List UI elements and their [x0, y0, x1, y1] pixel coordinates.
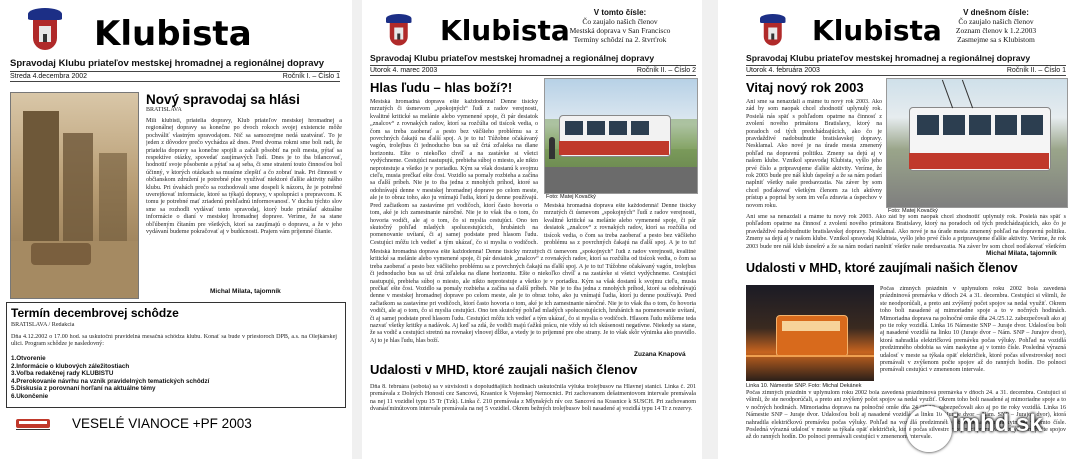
photo-credit: Foto: Matej Kovačký — [546, 194, 596, 200]
tram-icon — [16, 417, 50, 431]
bus-photo — [544, 78, 698, 194]
historic-building-photo — [10, 92, 139, 299]
agenda-item: 4.Prerokovanie návrhu na vznik pravidelných tematických schôdzí — [11, 377, 210, 385]
teaser-line: Termíny schôdzí na 2. štvrťrok — [573, 35, 667, 44]
masthead-title: Klubista — [440, 14, 570, 47]
meeting-box — [6, 302, 346, 408]
bratislava-crest-icon — [760, 14, 786, 50]
issue-date: Streda 4.decembra 2002 — [10, 73, 88, 80]
watermark-text: imhd.sk — [952, 410, 1043, 437]
teaser-line: Čo zaujalo našich členov — [958, 17, 1034, 26]
article-signature: Michal Milata, tajomník — [210, 288, 281, 295]
events-title: Udalosti v MHD, ktoré zaujímali našich členov — [746, 261, 1018, 275]
meeting-location: BRATISLAVA / Redakcia — [11, 322, 75, 328]
dateline — [370, 65, 696, 76]
newsletter-page-2 — [362, 0, 702, 459]
masthead-title: Klubista — [94, 14, 252, 54]
bratislava-crest-icon — [28, 8, 62, 56]
trolleybus-photo — [886, 78, 1068, 208]
masthead-subtitle: Spravodaj Klubu priateľov mestskej hromadnej a regionálnej dopravy — [746, 53, 1031, 63]
issue-date: Utorok 4. februára 2003 — [746, 67, 820, 74]
imhd-logo-icon — [906, 406, 952, 452]
events-body: Počas zimných prázdnin v uplynulom roku 2002 bola zavedená prázdninová premávka v dňoch 24. a 31. decembra. Cestujúci si všimli, že ste neodporúčali, a preto ani zvýšený počet spojov sa nedal využiť. Okrem toho boli nasadené aj mimoriadne spoje a to v nočných hodinách. Mimoriadna doprava na polnočné omše dňa 24./25.12. zabezpečovali ako aj po tie roky vozidlá. Linka 16 Námestie SNP – Juraje dvor. Udalosťou boli aj nasadené vozidlá na linku 10 (Juraje dvor – Nám. SNP – Jurajov dvor), ktorá nahradila električkovú premávku počas výluky. Pohľad na vozidlá predzimného obdobia sa vám naskytne aj v tomto čísle. Posledná výrazná udalosť v meste sa týkala opäť električiek, ktoré počas silvestrovskej noci premávali v zvýšenom počte spojov až do ranných hodín. Do polnoci premávali cestujúci v zmenenom intervale. — [880, 286, 1066, 374]
page-gap — [702, 0, 718, 459]
agenda-item: 3.Voľba redakčnej rady KLUBISTU — [11, 370, 114, 378]
events-title: Udalosti v MHD, ktoré zaujali našich členov — [370, 362, 638, 377]
article-body: Milí klubisti, priatelia dopravy, Klub priateľov mestskej hromadnej a regionálnej dopravy sa konečne po dvoch rokoch svojej existencie môže pochváliť vlastným spravodajom. Nič sa samozrejme nedá uzatvárať. To je jeden z dôvodov prečo vychádza až dnes. Pred dvoma rokmi sme boli radi, že priatelia dopravy sa konečne spojili a začali pôsobiť na poli mesta, pýtať sa respektíve otázky, spovedať zaujímavých ľudí. Dnes je to iba bilancovať, hodnotiť svoje pôsobenie a pýtať sa aj seba, či sme stratení touto činnosťou bol účinný, v ktorých otázkach sa musíme zlepšiť a čo zobrať inak. Pri činnosti v občianskom združení je potrebné plne využívať niektoré ďalšie aktivity nášho klubu. Pri úvahách prečo sa rozhodovali sme dospeli k názoru, že je potrebné uverejňovať informácie, ktoré sa týkajú dopravy, v spolupráci s prepravcom. K tomu je potrebné mať zriadenú prehľadnú informovanosť. V duchu týchto slov sme sa rozhodli vydávať tento spravodaj, ktorý bude prinášať aktuálne informácie o dianí v mestskej hromadnej doprave. Veríme, že sa stane obľúbeným čítaním pre všetkých, ktorí sa zaujímajú o dopravu, a že v jeho vydávaní budeme pokračovať aj v budúcnosti. Prajem vám príjemné čítanie. — [146, 118, 342, 236]
article-body: Ani sme sa nenazdali a máme tu nový rok 2003. Ako zád by som naopak chcel zhodnotiť uplynulý rok. Posielá nás späť s pohľadom opatrne na činnosť z zvolení nového primátora Bratislavy, ktorý na poradoch od tých predchádzajúcich, ako čo je pravdaždivé nadobudnutie bratislavskej dopravy. Nesklamal. Ako nové je na úrade mesta zmenený pohľad na dopravnú politiku. Zmeny sa dejú aj v našom klube. Vznikol spravodaj Klubista, vyšlo jeho prvé číslo a pripravujeme ďalšie aktivity. Veríme, že rok 2003 bude pre náš klub úspešný a že sa nám podarí naplniť všetky naše predsavzatia. Na záver by som chcel poďakovať všetkým členom za ich aktívny prístup a poprial by som im veľa zdravia a úspechov v novom roku. — [746, 99, 882, 209]
issue-number: Ročník II. – Číslo 1 — [1006, 67, 1066, 74]
article-signature: Zuzana Knapová — [634, 351, 686, 358]
issue-teaser — [926, 8, 1066, 44]
article-title: Nový spravodaj sa hlási — [146, 92, 300, 107]
events-body: Dňa 8. februára (sobota) sa v súvislosti s dopoludňajších hodinách uskutočnila výluka trolejbusov na Hlavnej stanici. Linka č. 201 premávala z Dolných Hoností cez Sancovú, Krasnice k Vojenskej Nemocnici. Pri zachovanom dešatmentovom intervale premávala na nej 11 vozidiel typu 15 Tr (Tzk). Linka č. 210 premávala z Mlynských nív cez Sancovú na Krasnice k SUSCH. Pri zachovanom dvanásťminútovom intervale premávala na nej 5 vozidiel. Okrem bežných trolejbusov boli nasadené aj vozidlá typu 14 Tr z rezervy. — [370, 384, 696, 413]
issue-teaser — [544, 8, 696, 44]
christmas-greeting: VESELÉ VIANOCE +PF 2003 — [72, 416, 252, 431]
article-body: Mestská hromadná doprava ešte každodenná! Denne tisícky mrzutých či úsmevom „spokojných“ ľudí z radov verejnosti, kvalitné kritické sa melánie alebo vymenené spoje, či pár desiatok „znalcov“ z rovnakých radov, ktorí sa rozčúlia od tisícok vedia, o čom sa treba zaoberať a pesto bez väčšieho problému sa z povrchných čakajú na ďalší spoj. A je to tu! Túžobne očakávaný vagón, trolejbus či jednoducho bus sa už črtá zďaleka na dlane horizontu. Ešte o niekoľko chvíľ a na zastávke si všetci vydýchneme. Cestujúci nastupujú, prebieha súboj o miesto, ale nikto neprotestuje a všetko je v poriadku. Kým sa však dostanú k svojmu cieľu, musia prečkať ešte čosi. Vozidlo sa pomaly rozbieha a začína sa ďalší príbeh. Nie je to iba jedna z mnohých príhod, ktoré sa odohrávajú denne v mestskej hromadnej doprave po celom meste, ale je to obraz toho, ako ju vnímajú ľudia, ktorí ju denne používajú. Pred začiatkom sa zastavíme pri vodičoch, ktorí často hovoria o tom, aké je ich zamestnanie náročné. Nie je to však iba o tom, čo hovoria vodiči, ale aj o tom, čo si myslia cestujúci. Ono ten skutočný pohľad mladých spolucestujúcich, hrubánich na pomenovanie uvítaní, či aj samej podstate pred hlasom ľudu. Cestujúci môžu ich vedieť a tým ukázať, čo si myslia o vodičoch. — [370, 99, 538, 246]
article-location: BRATISLAVA — [146, 107, 182, 113]
dateline — [10, 71, 340, 82]
meeting-agenda — [11, 355, 341, 401]
article-signature: Michal Milata, tajomník — [986, 250, 1057, 257]
article-body-continued: Mestská hromadná doprava ešte každodenná! Denne tisícky mrzutých či úsmevom „spokojných“ ľudí z radov verejnosti, kvalitné kritické sa melánie alebo vymenené spoje, či pár desiatok „znalcov“ z rovnakých radov, ktorí sa rozčúlia od tisícok vedia, o čom sa treba zaoberať a pesto bez väčšieho problému sa z povrchných čakajú na ďalší spoj. A je to tu! — [544, 203, 696, 246]
teaser-line: Čo zaujalo našich členov — [582, 17, 658, 26]
night-tram-photo — [746, 285, 874, 381]
masthead-title: Klubista — [812, 14, 942, 47]
events-body-lower: Počas zimných prázdnin v uplynulom roku 2002 bola zavedená prázdninová premávka v dňoch 24. a 31. decembra. Cestujúci si všimli, že ste neodporúčali, a preto ani zvýšený počet spojov sa nedal využiť. Okrem toho boli nasadené aj mimoriadne spoje a to v nočných hodinách. Mimoriadna doprava na polnočné omše dňa 24./25.12. zabezpečovali ako aj po tie roky vozidlá. Linka 16 Námestie SNP – Juraje dvor. Udalosťou boli aj nasadené vozidlá na linku 10 (Juraje dvor – Nám. SNP – Jurajov dvor), ktorá nahradila električkovú premávku počas výluky. Pohľad na vozidlá predzimného obdobia sa vám naskytne aj v tomto čísle. Posledná výrazná udalosť v meste sa týkala opäť električiek, ktoré počas silvestrovskej noci premávali v zvýšenom počte spojov až do ranných hodín. Do polnoci premávali cestujúci v zmenenom intervale. — [746, 390, 1066, 441]
agenda-item: 2.Informácie o klubových záležitostiach — [11, 362, 130, 370]
agenda-item: 6.Ukončenie — [11, 392, 49, 400]
masthead-subtitle: Spravodaj Klubu priateľov mestskej hromadnej a regionálnej dopravy — [10, 58, 325, 69]
newsletter-page-3 — [718, 0, 1072, 459]
page-gap — [352, 0, 362, 459]
dateline — [746, 65, 1066, 76]
issue-date: Utorok 4. marec 2003 — [370, 67, 438, 74]
issue-number: Ročník II. – Číslo 2 — [636, 67, 696, 74]
article-body-lower: Ani sme sa nenazdali a máme tu nový rok 2003. Ako zád by som naopak chcel zhodnotiť uplynulý rok. Posielá nás späť s pohľadom opatrne na činnosť z zvolení nového primátora Bratislavy, ktorý na poradoch od tých predchádzajúcich, ako čo je pravdaždivé nadobudnutie bratislavskej dopravy. Nesklamal. Ako nové je na úrade mesta zmenený pohľad na dopravnú politiku. Zmeny sa dejú aj v našom klube. Vznikol spravodaj Klubista, vyšlo jeho prvé číslo a pripravujeme ďalšie aktivity. Veríme, že rok 2003 bude pre náš klub úspešný a že sa nám podarí naplniť všetky naše predsavzatia. Na záver by som chcel poďakovať všetkým — [746, 214, 1066, 248]
photo-credit: Linka 10. Námestie SNP. Foto: Michal Dekánek — [746, 383, 862, 389]
meeting-title: Termín decembrovej schôdze — [11, 306, 179, 320]
teaser-line: Zasmejme sa s Klubistom — [957, 35, 1035, 44]
teaser-heading: V tomto čísle: — [593, 8, 647, 17]
masthead-subtitle: Spravodaj Klubu priateľov mestskej hromadnej a regionálnej dopravy — [370, 53, 655, 63]
issue-number: Ročník I. – Číslo 1 — [282, 73, 340, 80]
bratislava-crest-icon — [386, 14, 412, 50]
photo-credit: Foto: Matej Kovačký — [888, 208, 938, 214]
teaser-heading: V dnešnom čísle: — [963, 8, 1029, 17]
article-title: Hlas ľudu – hlas boží?! — [370, 80, 513, 95]
meeting-text: Dňa 4.12.2002 o 17.00 hod. sa uskutoční pravidelná mesačná schôdza klubu. Konať sa bude v priestoroch DPB, a.s. na Olejkárskej ulici. Program schôdze je nasledovný: — [11, 334, 337, 348]
teaser-line: Zoznam členov k 1.2.2003 — [955, 26, 1037, 35]
article-body-lower: Mestská hromadná doprava ešte každodenná! Denne tisícky mrzutých či úsmevom „spokojných“ ľudí z radov verejnosti, kvalitné kritické sa melánie alebo vymenené spoje, či pár desiatok „znalcov“ z rovnakých radov, ktorí sa rozčúlia od tisícok vedia, o čom sa treba zaoberať a pesto bez väčšieho problému sa z povrchných čakajú na ďalší spoj. A je to tu! Túžobne očakávaný vagón, trolejbus či jednoducho bus sa už črtá zďaleka na dlane horizontu. Ešte o niekoľko chvíľ a na zastávke si všetci vydýchneme. Cestujúci nastupujú, prebieha súboj o miesto, ale nikto neprotestuje a všetko je v poriadku. Kým sa však dostanú k svojmu cieľu, musia prečkať ešte čosi. Vozidlo sa pomaly rozbieha a začína sa ďalší príbeh. Nie je to iba jedna z mnohých príhod, ktoré sa odohrávajú denne v mestskej hromadnej doprave po celom meste, ale je to obraz toho, ako ju vnímajú ľudia, ktorí ju denne používajú. Pred začiatkom sa zastavíme pri vodičoch, ktorí často hovoria o tom, aké je ich zamestnanie náročné. Nie je to však iba o tom, čo hovoria vodiči, ale aj o tom, čo si myslia cestujúci. Ono ten skutočný pohľad mladých spolucestujúcich, hrubánich na pomenovanie uvítaní, či aj samej podstate pred hlasom ľudu. Cestujúci môžu ich vedieť a tým ukázať, čo si myslia o vodičoch. Hlasom ľudu môžeme teda nazvať všetky kritiky a nadávok. Aj keď sa zdá, že vodiči majú ťažkú prácu, nie vždy sú ich skúsenosti negatívne. Niekedy sa stane, že sa vodič a cestujúci stretnú na rovnakej vlnovej dĺžke, a vtedy je to príjemné pre obe strany. Je to však skôr výnimka ako pravidlo. Aj to je hlas ľudu, hlas boží. — [370, 249, 696, 344]
agenda-item: 1.Otvorenie — [11, 355, 46, 362]
article-title: Vitaj nový rok 2003 — [746, 80, 864, 95]
newsletter-page-1 — [0, 0, 352, 459]
agenda-item: 5.Diskusia z porovnaní horľaní na aktuálne témy — [11, 385, 156, 393]
imhd-logo — [906, 400, 1066, 454]
teaser-line: Mestská doprava v San Francisco — [569, 26, 671, 35]
